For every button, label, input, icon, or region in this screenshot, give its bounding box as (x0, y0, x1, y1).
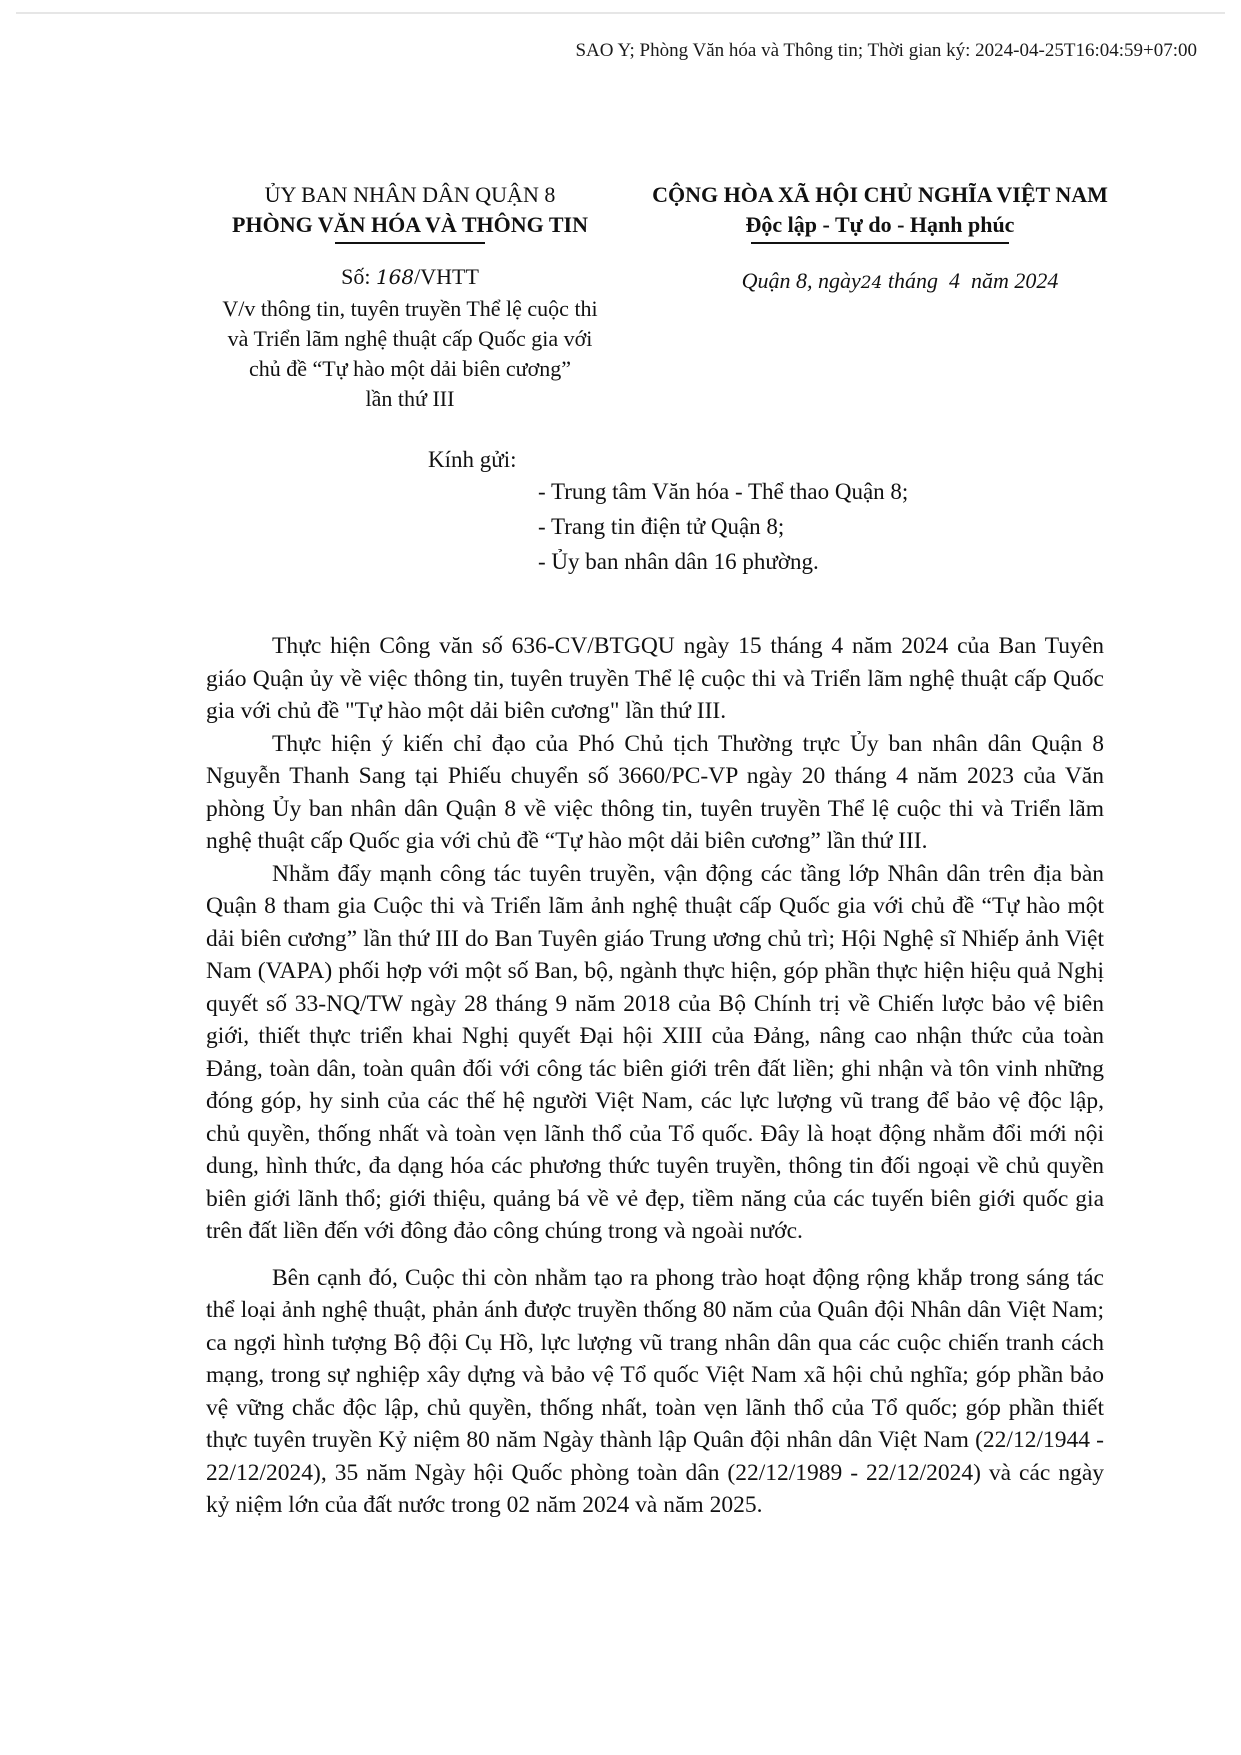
national-motto: Độc lập - Tự do - Hạnh phúc (745, 212, 1015, 237)
subject-line: chủ đề “Tự hào một dải biên cương” (249, 356, 571, 381)
document-number-prefix: Số: (341, 264, 376, 289)
subject-line: và Triển lãm nghệ thuật cấp Quốc gia với (227, 326, 593, 351)
document-subject (200, 294, 620, 414)
agency-parent: ỦY BAN NHÂN DÂN QUẬN 8 (264, 182, 556, 207)
recipient-item: - Trung tâm Văn hóa - Thể thao Quận 8; (538, 479, 909, 504)
document-number (200, 262, 620, 292)
recipient-item: - Ủy ban nhân dân 16 phường. (538, 549, 819, 574)
subject-line: lần thứ III (365, 386, 455, 411)
motto-underline (751, 242, 1009, 244)
recipient-list (538, 474, 908, 579)
body-paragraph: Bên cạnh đó, Cuộc thi còn nhằm tạo ra phong trào hoạt động rộng khắp trong sáng tác thể loại ảnh nghệ thuật, phản ánh được truyền thống 80 năm của Quân đội Nhân dân Việt Nam; ca ngợi hình tượng Bộ đội Cụ Hồ, lực lượng vũ trang nhân dân qua các cuộc chiến tranh cách mạng, trong sự nghiệp xây dựng và bảo vệ Tổ quốc Việt Nam xã hội chủ nghĩa; góp phần bảo vệ vững chắc độc lập, chủ quyền, thống nhất, toàn vẹn lãnh thổ của Tổ quốc; góp phần thiết thực tuyên truyền Kỷ niệm 80 năm Ngày thành lập Quân đội nhân dân Việt Nam (22/12/1944 - 22/12/2024), 35 năm Ngày hội Quốc phòng toàn dân (22/12/1989 - 22/12/2024) và các ngày kỷ niệm lớn của đất nước trong 02 năm 2024 và năm 2025. (206, 1264, 1104, 1518)
national-title: CỘNG HÒA XÃ HỘI CHỦ NGHĨA VIỆT NAM (652, 182, 1108, 207)
page-top-border (16, 12, 1225, 14)
document-date (650, 266, 1150, 298)
recipient-item: - Trang tin điện tử Quận 8; (538, 514, 785, 539)
addressee-label: Kính gửi: (428, 447, 517, 472)
date-day-handwritten: 24 (860, 273, 883, 293)
digital-signature-stamp: SAO Y; Phòng Văn hóa và Thông tin; Thời gian ký: 2024-04-25T16:04:59+07:00 (575, 40, 1197, 61)
document-body (206, 630, 1104, 1522)
date-suffix: tháng 4 năm 2024 (882, 268, 1059, 293)
issuing-agency-header (200, 180, 620, 244)
document-number-handwritten: 168 (375, 265, 415, 289)
subject-line: V/v thông tin, tuyên truyền Thể lệ cuộc thi (222, 296, 598, 321)
document-number-suffix: /VHTT (414, 264, 479, 289)
body-paragraph: Thực hiện ý kiến chỉ đạo của Phó Chủ tịch Thường trực Ủy ban nhân dân Quận 8 Nguyễn Thanh Sang tại Phiếu chuyển số 3660/PC-VP ngày 20 tháng 4 năm 2023 của Văn phòng Ủy ban nhân dân Quận 8 về việc thông tin, tuyên truyền Thể lệ cuộc thi và Triển lãm nghệ thuật cấp Quốc gia với chủ đề “Tự hào một dải biên cương” lần thứ III. (206, 730, 1104, 854)
body-paragraph: Nhằm đẩy mạnh công tác tuyên truyền, vận động các tầng lớp Nhân dân trên địa bàn Quận 8 tham gia Cuộc thi và Triển lãm ảnh nghệ thuật cấp Quốc gia với chủ đề “Tự hào một dải biên cương” lần thứ III do Ban Tuyên giáo Trung ương chủ trì; Hội Nghệ sĩ Nhiếp ảnh Việt Nam (VAPA) phối hợp với một số Ban, bộ, ngành thực hiện, góp phần thực hiện hiệu quả Nghị quyết số 33-NQ/TW ngày 28 tháng 9 năm 2018 của Bộ Chính trị về Chiến lược bảo vệ biên giới, thiết thực triển khai Nghị quyết Đại hội XIII của Đảng, nâng cao nhận thức của toàn Đảng, toàn dân, toàn quân đối với công tác biên giới trên đất liền; ghi nhận và tôn vinh những đóng góp, hy sinh của các thế hệ người Việt Nam, các lực lượng vũ trang để bảo vệ độc lập, chủ quyền, thống nhất và toàn vẹn lãnh thổ của Tổ quốc. Đây là hoạt động nhằm đổi mới nội dung, hình thức, đa dạng hóa các phương thức tuyên truyền, thông tin đối ngoại về chủ quyền biên giới lãnh thổ; giới thiệu, quảng bá về vẻ đẹp, tiềm năng của các tuyến biên giới quốc gia trên đất liền đến với đông đảo công chúng trong và ngoài nước. (206, 860, 1104, 1244)
national-motto-header (630, 180, 1130, 244)
agency-name: PHÒNG VĂN HÓA VÀ THÔNG TIN (232, 212, 588, 237)
date-prefix: Quận 8, ngày (741, 268, 861, 293)
body-paragraph: Thực hiện Công văn số 636-CV/BTGQU ngày 15 tháng 4 năm 2024 của Ban Tuyên giáo Quận ủy về việc thông tin, tuyên truyền Thể lệ cuộc thi và Triển lãm nghệ thuật cấp Quốc gia với chủ đề "Tự hào một dải biên cương" lần thứ III. (206, 633, 1104, 724)
agency-underline (335, 242, 485, 244)
